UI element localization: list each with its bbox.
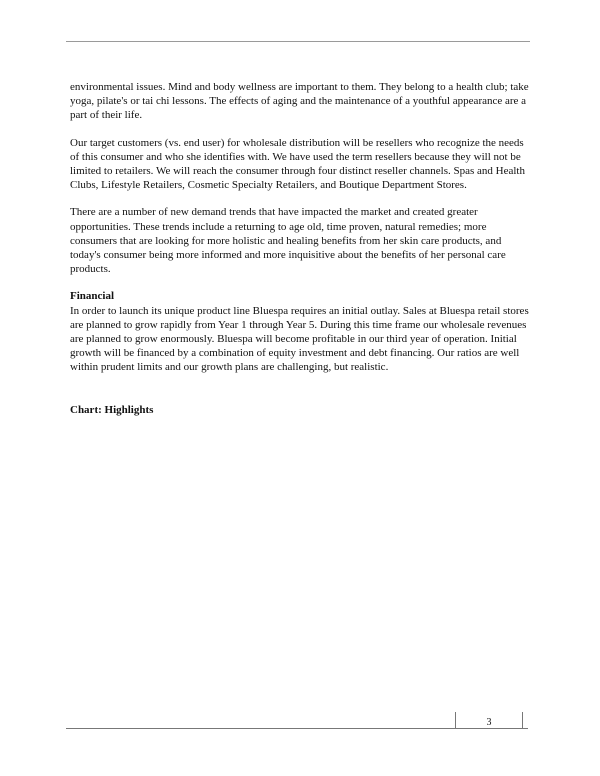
paragraph-wellness: environmental issues. Mind and body wellness are important to them. They belong to a health club; take yoga, pilate's or tai chi lessons. The effects of aging and the maintenance of a youthful appearance are a part of their life.	[70, 81, 529, 122]
page-number-box	[455, 712, 523, 728]
document-body	[70, 80, 532, 428]
header-rule	[66, 41, 530, 42]
page-number: 3	[486, 717, 492, 728]
paragraph-demand-trends: There are a number of new demand trends that have impacted the market and created greater opportunities. These trends include a returning to age old, time proven, natural remedies; more consumers that are looking for more holistic and healing benefits from her skin care products, and today's consumer being more informed and more inquisitive about the benefits of her personal care products.	[70, 206, 506, 276]
financial-paragraph: In order to launch its unique product line Bluespa requires an initial outlay. Sales at Bluespa retail stores are planned to grow rapidly from Year 1 through Year 5. During this time frame our wholesale revenues are planned to grow enormously. Bluespa will become profitable in our third year of operation. Initial growth will be financed by a combination of equity investment and debt financing. Our ratios are well within prudent limits and our growth plans are challenging, but realistic.	[70, 304, 529, 374]
paragraph-target-customers: Our target customers (vs. end user) for wholesale distribution will be resellers who recognize the needs of this consumer and who she identifies with. We have used the term resellers because they will not be limited to retailers. We will reach the consumer through four distinct reseller channels. Spas and Health Clubs, Lifestyle Retailers, Cosmetic Specialty Retailers, and Boutique Department Stores.	[70, 136, 525, 192]
financial-heading: Financial	[70, 290, 115, 303]
chart-heading: Chart: Highlights	[70, 403, 154, 416]
footer-rule	[66, 728, 528, 729]
